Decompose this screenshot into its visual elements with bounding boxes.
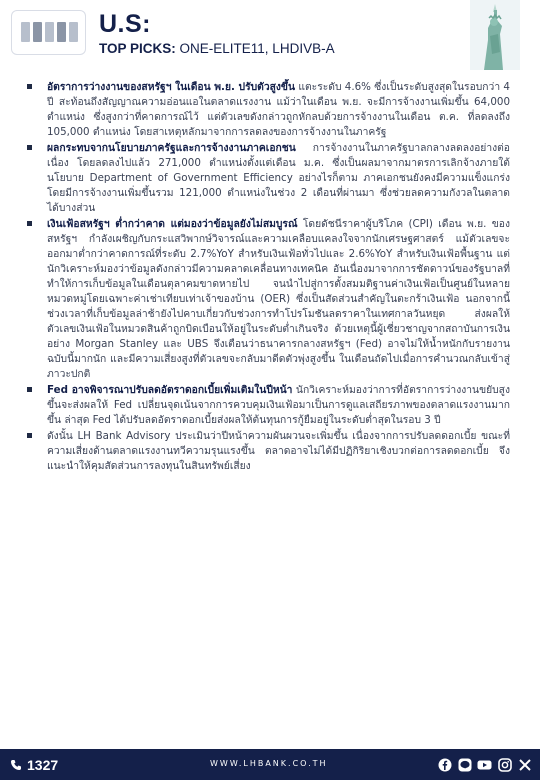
bar-chart-icon xyxy=(21,22,78,42)
paragraph-text: การจ้างงานในภาครัฐบาลกลางลดลงอย่างต่อเนื่อง โดยลดลงไปแล้ว 271,000 ตำแหน่งตั้งแต่เดือน ม.ค. ซึ่งเป็นผลมาจากมาตรการเลิกจ้างภายใต้นโยบาย Department of Government Efficiency อย่างไรก็ตาม ภาคเอกชนยังคงมีความแข็งแกร่ง โดยมีการจ้างงานเพิ่มขึ้นรวม 121,000 ตำแหน่งในช่วง 2 เดือนที่ผ่านมา ซึ่งช่วยลดความกังวลในตลาดได้บางส่วน xyxy=(47,142,510,214)
paragraph-heading: Fed อาจพิจารณาปรับลดอัตราดอกเบี้ยเพิ่มเติมในปีหน้า xyxy=(47,384,293,396)
phone-icon xyxy=(10,759,22,771)
paragraph-heading: เงินเฟ้อสหรัฐฯ ต่ำกว่าคาด แต่มองว่าข้อมูลยังไม่สมบูรณ์ xyxy=(47,218,298,230)
paragraph-heading: อัตราการว่างงานของสหรัฐฯ ในเดือน พ.ย. ปรับตัวสูงขึ้น xyxy=(47,81,296,93)
article-body xyxy=(25,80,510,475)
paragraph-text: โดยดัชนีราคาผู้บริโภค (CPI) เดือน พ.ย. ของสหรัฐฯ กำลังเผชิญกับกระแสวิพากษ์วิจารณ์และความเคลือบแคลงใจจากนักเศรษฐศาสตร์ แม้ตัวเลขจะออกมาต่ำกว่าคาดการณ์ที่ระดับ 2.7%YoY สำหรับเงินเฟ้อทั่วไปและ 2.6%YoY สำหรับเงินเฟ้อพื้นฐาน แต่นักวิเคราะห์มองว่าข้อมูลดังกล่าวมีความคลาดเคลื่อนทางเทคนิค อันเนื่องมาจากการชัตดาวน์ของรัฐบาลที่ทำให้การเก็บข้อมูลในเดือนตุลาคมขาดหายไป จนนำไปสู่การตั้งสมมติฐานค่าเงินเฟ้อเป็นศูนย์ในหลายหมวดหมู่โดยเฉพาะค่าเช่าเทียบเท่าเจ้าของบ้าน (OER) ซึ่งเป็นสัดส่วนสำคัญในตะกร้าเงินเฟ้อ นอกจากนี้ช่วงเวลาที่เก็บข้อมูลล่าช้ายังไปคาบเกี่ยวกับช่วงการทำโปรโมชันลดราคาในเทศกาลวันหยุด ส่งผลให้ตัวเลขเงินเฟ้อในหมวดสินค้าถูกบิดเบือนให้อยู่ในระดับต่ำเกินจริง ด้วยเหตุนี้ผู้เชี่ยวชาญจากสถาบันการเงินอย่าง Morgan Stanley และ UBS จึงเตือนว่าธนาคารกลางสหรัฐฯ (Fed) อาจไม่ให้น้ำหนักกับรายงานฉบับนี้มากนัก และมีความเสี่ยงสูงที่ตัวเลขจะกลับมาดีดตัวพุ่งสูงขึ้น ในเดือนถัดไปเมื่อการคำนวณกลับเข้าสู่ภาวะปกติ xyxy=(47,218,510,380)
youtube-icon[interactable] xyxy=(477,757,492,772)
paragraph-text: แตะระดับ 4.6% ซึ่งเป็นระดับสูงสุดในรอบกว่า 4 ปี สะท้อนถึงสัญญาณความอ่อนแอในตลาดแรงงาน แม้ว่าในเดือน พ.ย. จะมีการจ้างงานเพิ่มขึ้น 64,000 ตำแหน่ง ซึ่งสูงกว่าที่คาดการณ์ไว้ แต่ตัวเลขดังกล่าวถูกหักลบด้วยการจ้างงานในเดือน ต.ค. ที่ลดลงถึง 105,000 ตำแหน่ง โดยสาเหตุหลักมาจากการลดลงของการจ้างงานในภาครัฐ xyxy=(47,81,510,138)
social-links xyxy=(437,757,532,772)
subtitle-value: ONE-ELITE11, LHDIVB-A xyxy=(175,41,335,56)
line-icon[interactable] xyxy=(457,757,472,772)
bullet-icon xyxy=(27,387,32,392)
paragraph-text: ดังนั้น LH Bank Advisory ประเมินว่าปีหน้าความผันผวนจะเพิ่มขึ้น เนื่องจากการปรับลดดอกเบี้ย ขณะที่ความเสี่ยงด้านตลาดแรงงานทวีความรุนแรงขึ้น ตลาดอาจไม่ได้มีปฏิกิริยาเชิงบวกต่อการลดดอกเบี้ย จึงแนะนำให้คุมสัดส่วนการลงทุนในสินทรัพย์เสี่ยง xyxy=(47,430,510,472)
x-icon[interactable] xyxy=(517,757,532,772)
bullet-icon xyxy=(27,84,32,89)
paragraph-text: นักวิเคราะห์มองว่าการที่อัตราการว่างงานขยับสูงขึ้นจะส่งผลให้ Fed เปลี่ยนจุดเน้นจากการควบคุมเงินเฟ้อมาเป็นการดูแลเสถียรภาพของตลาดแรงงานมากขึ้น ล่าสุด Fed ได้ปรับลดอัตราดอกเบี้ยส่งผลให้ต้นทุนการกู้ยืมอยู่ในระดับต่ำสุดในรอบ 3 ปี xyxy=(47,384,510,426)
website-link[interactable]: WWW.LHBANK.CO.TH xyxy=(210,759,328,768)
phone-number: 1327 xyxy=(27,757,59,773)
list-item xyxy=(25,383,510,428)
header xyxy=(0,0,540,73)
list-item xyxy=(25,80,510,140)
statue-of-liberty-icon xyxy=(470,0,520,70)
instagram-icon[interactable] xyxy=(497,757,512,772)
page-subtitle xyxy=(99,41,335,56)
subtitle-prefix: TOP PICKS: xyxy=(99,41,176,56)
bullet-icon xyxy=(27,145,32,150)
bullet-icon xyxy=(27,433,32,438)
phone-contact[interactable] xyxy=(10,757,58,773)
bullet-icon xyxy=(27,221,32,226)
facebook-icon[interactable] xyxy=(437,757,452,772)
footer xyxy=(0,749,540,780)
page-title: U.S: xyxy=(99,10,151,38)
list-item xyxy=(25,141,510,216)
paragraph-heading: ผลกระทบจากนโยบายภาครัฐและการจ้างงานภาคเอกชน xyxy=(47,142,296,154)
logo xyxy=(11,10,86,55)
list-item xyxy=(25,429,510,474)
list-item xyxy=(25,217,510,382)
